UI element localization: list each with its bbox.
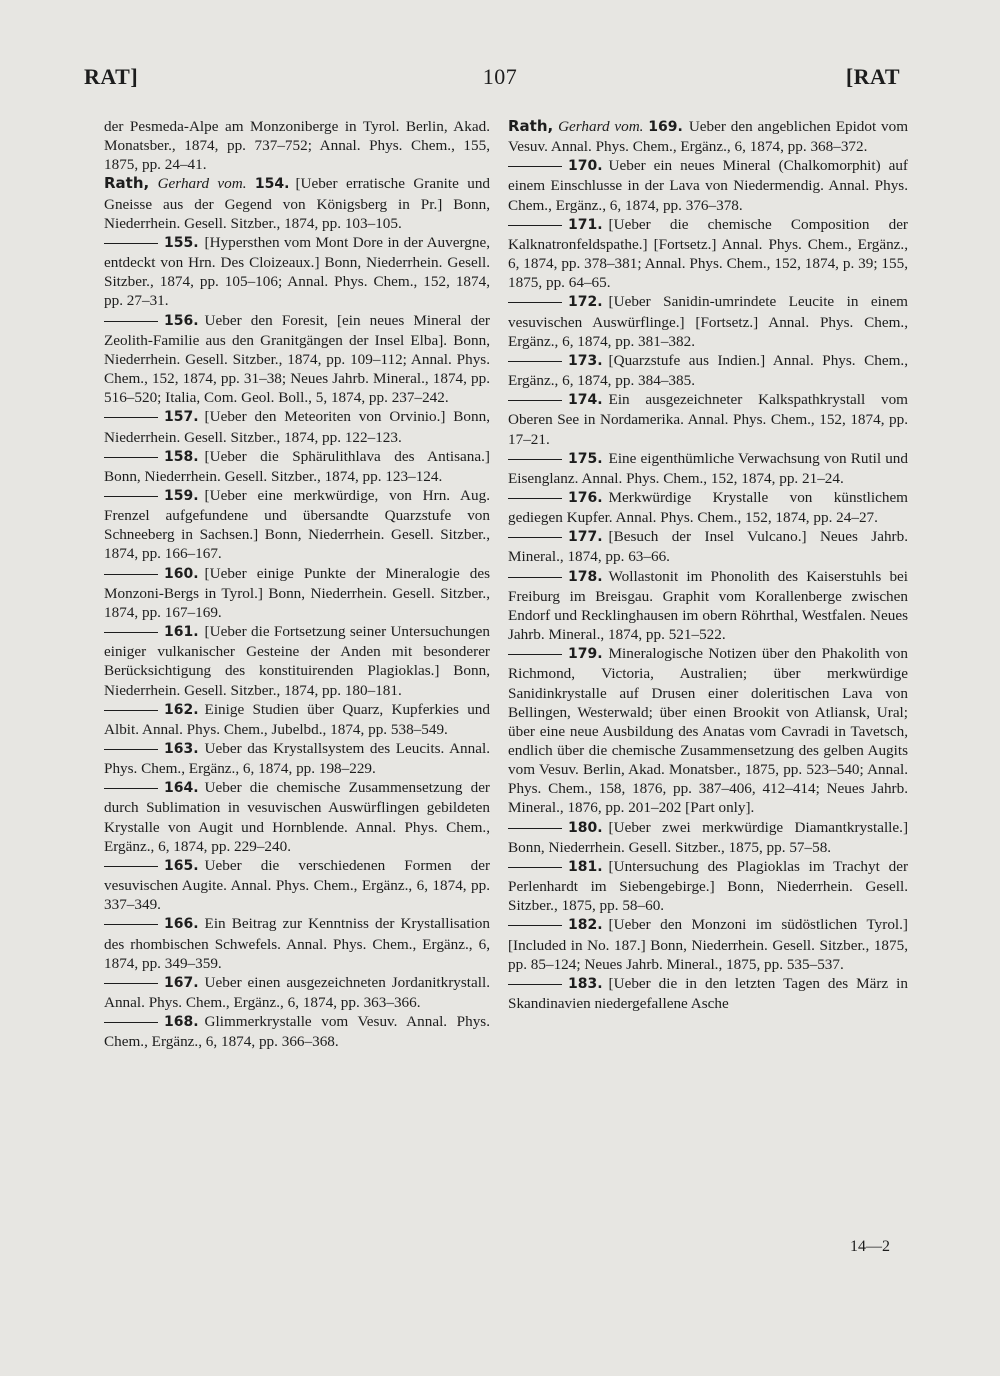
page-number: 107	[482, 64, 518, 89]
bibliography-entry	[508, 292, 908, 350]
entry-text: Ueber die chemische Zusammensetzung der durch Sublimation in vesuvischen Auswürflingen gebildeten Krystalle von Augit und Hornblende. Annal. Phys. Chem., Ergänz., 6, 1874, pp. 229–240.	[104, 779, 490, 855]
bibliography-entry	[104, 311, 490, 408]
entry-text: Ueber das Krystallsystem des Leucits. Annal. Phys. Chem., Ergänz., 6, 1874, pp. 198–229.	[104, 740, 490, 778]
entry-number: 174.	[568, 392, 603, 409]
ditto-dash	[104, 983, 158, 984]
bibliography-entry	[508, 567, 908, 645]
entry-number: 161.	[164, 624, 199, 641]
ditto-dash	[508, 925, 562, 926]
entry-number: 162.	[164, 701, 199, 718]
bibliography-entry	[508, 857, 908, 915]
entry-number: 169.	[648, 119, 683, 135]
ditto-dash	[104, 866, 158, 867]
ditto-dash	[104, 788, 158, 789]
ditto-dash	[104, 749, 158, 750]
entry-text: [Ueber einige Punkte der Mineralogie des Monzoni-Bergs in Tyrol.] Bonn, Niederrhein. Gesell. Sitzber., 1874, pp. 167–169.	[104, 564, 490, 621]
entry-text: Einige Studien über Quarz, Kupferkies und Albit. Annal. Phys. Chem., Jubelbd., 1874, pp. 538–549.	[104, 700, 490, 738]
entry-text: Eine eigenthümliche Verwachsung von Rutil und Eisenglanz. Annal. Phys. Chem., 152, 1874, pp. 21–24.	[508, 449, 908, 487]
entry-number: 182.	[568, 917, 603, 934]
bibliography-entry	[104, 914, 490, 972]
entry-text: [Ueber Sanidin-umrindete Leucite in einem vesuvischen Auswürflinge.] [Fortsetz.] Annal. Phys. Chem., Ergänz., 6, 1874, pp. 381–382.	[508, 293, 908, 350]
continuation-text: der Pesmeda-Alpe am Monzoniberge in Tyrol. Berlin, Akad. Monatsber., 1874, pp. 737–752; Annal. Phys. Chem., 155, 1875, pp. 24–41.	[104, 118, 490, 174]
bibliography-entry	[104, 700, 490, 739]
entry-text: Ueber ein neues Mineral (Chalkomorphit) auf einem Einschlusse in der Lava von Niedermendig. Annal. Phys. Chem., Ergänz., 6, 1874, pp. 376–378.	[508, 157, 908, 214]
entry-number: 178.	[568, 568, 603, 585]
entry-number: 163.	[164, 741, 199, 757]
entry-text: [Ueber erratische Granite und Gneisse aus der Gegend von Königsberg in Pr.] Bonn, Niederrhein. Gesell. Sitzber., 1874, pp. 103–105.	[104, 175, 491, 232]
bibliography-entry	[104, 447, 490, 486]
entry-number: 172.	[568, 294, 603, 311]
bibliography-entry	[508, 974, 908, 1013]
bibliography-entry	[508, 644, 908, 817]
entry-text: [Quarzstufe aus Indien.] Annal. Phys. Chem., Ergänz., 6, 1874, pp. 384–385.	[508, 351, 908, 390]
ditto-dash	[104, 632, 158, 633]
entry-text: Ueber die verschiedenen Formen der vesuvischen Augite. Annal. Phys. Chem., Ergänz., 6, 1874, pp. 337–349.	[104, 856, 490, 914]
entry-text: Ein ausgezeichneter Kalkspathkrystall vom Oberen See in Nordamerika. Annal. Phys. Chem., 152, 1874, pp. 17–21.	[508, 391, 908, 448]
bibliography-entry	[104, 973, 490, 1012]
bibliography-entry	[508, 818, 908, 857]
bibliography-entry	[104, 486, 490, 564]
bibliography-entry	[508, 215, 908, 293]
ditto-dash	[104, 321, 158, 322]
entry-text: Ueber den angeblichen Epidot vom Vesuv. Annal. Phys. Chem., Ergänz., 6, 1874, pp. 368–372.	[508, 118, 909, 156]
bibliography-entry	[508, 390, 908, 448]
right-column	[508, 117, 908, 1013]
bibliography-entry	[104, 407, 490, 446]
bibliography-entry	[104, 856, 490, 914]
running-head-right: [RAT	[845, 64, 900, 89]
entry-number: 176.	[568, 489, 603, 506]
entry-number: 164.	[164, 780, 199, 797]
ditto-dash	[104, 457, 158, 458]
bibliography-entry	[508, 449, 908, 488]
bibliography-entry	[104, 778, 490, 856]
ditto-dash	[104, 496, 158, 497]
bibliography-entry	[508, 156, 908, 214]
entry-text: [Ueber den Meteoriten von Orvinio.] Bonn, Niederrhein. Gesell. Sitzber., 1874, pp. 122–123.	[104, 408, 490, 446]
ditto-dash	[508, 166, 562, 167]
entry-number: 170.	[568, 158, 603, 175]
running-head-left: RAT]	[84, 64, 139, 89]
entry-number: 168.	[164, 1014, 199, 1031]
ditto-dash	[508, 498, 562, 499]
entry-number: 156.	[164, 312, 199, 329]
entry-number: 175.	[568, 450, 603, 467]
entry-text: [Ueber die Fortsetzung seiner Untersuchungen einiger vulkanischer Gesteine der Anden mit besonderer Berücksichtigung des konstituirenden Plagioklas.] Bonn, Niederrhein. Gesell. Sitzber., 1874, pp. 180–181.	[104, 623, 490, 699]
entry-text: Glimmerkrystalle vom Vesuv. Annal. Phys. Chem., Ergänz., 6, 1874, pp. 366–368.	[104, 1013, 490, 1051]
bibliography-entry	[104, 564, 490, 622]
ditto-dash	[104, 710, 158, 711]
author-entry-154	[104, 174, 490, 232]
author-entry-169	[508, 117, 908, 156]
ditto-dash	[508, 984, 562, 985]
bibliography-entry	[104, 233, 490, 311]
ditto-dash	[104, 243, 158, 244]
bibliography-entry	[104, 739, 490, 778]
entry-text: [Ueber zwei merkwürdige Diamantkrystalle.] Bonn, Niederrhein. Gesell. Sitzber., 1875, pp. 57–58.	[508, 818, 908, 856]
entry-number: 155.	[164, 234, 199, 251]
entry-number: 179.	[568, 646, 603, 663]
entry-text: Wollastonit im Phonolith des Kaiserstuhls bei Freiburg im Breisgau. Graphit vom Korallenberge zwischen Endorf und Recklinghausen im obern Röhrthal, Westfalen. Neues Jahrb. Mineral., 1874, pp. 521–522.	[508, 567, 908, 644]
ditto-dash	[508, 361, 562, 362]
entry-number: 180.	[568, 819, 603, 836]
entry-number: 160.	[164, 565, 199, 582]
left-column	[104, 117, 490, 1052]
author-given-name: Gerhard vom.	[157, 175, 247, 193]
author-name: Rath,	[104, 174, 150, 193]
bibliography-entry	[508, 527, 908, 566]
entry-text: [Untersuchung des Plagioklas im Trachyt der Perlenhardt im Siebengebirge.] Bonn, Niederrhein. Gesell. Sitzber., 1875, pp. 58–60.	[508, 857, 908, 915]
entry-text: [Ueber die Sphärulithlava des Antisana.] Bonn, Niederrhein. Gesell. Sitzber., 1874, pp. 123–124.	[104, 447, 490, 485]
ditto-dash	[508, 828, 562, 829]
entry-number: 171.	[568, 216, 603, 233]
bibliography-entry	[104, 622, 490, 700]
entry-text: [Ueber die chemische Composition der Kalknatronfeldspathe.] [Fortsetz.] Annal. Phys. Chem., Ergänz., 6, 1874, pp. 378–381; Annal. Phys. Chem., 152, 1874, p. 39; 155, 1875, pp. 64–65.	[508, 215, 908, 292]
entry-number: 165.	[164, 857, 199, 874]
author-name: Rath,	[508, 117, 554, 135]
bibliography-entry	[508, 488, 908, 527]
entry-text: [Besuch der Insel Vulcano.] Neues Jahrb. Mineral., 1874, pp. 63–66.	[508, 528, 908, 566]
ditto-dash	[104, 417, 158, 418]
bibliography-entry	[508, 351, 908, 390]
bibliography-entry	[104, 1012, 490, 1051]
entry-text: Ueber einen ausgezeichneten Jordanitkrystall. Annal. Phys. Chem., Ergänz., 6, 1874, pp. 363–366.	[104, 973, 490, 1012]
entry-number: 167.	[164, 974, 199, 991]
ditto-dash	[508, 577, 562, 578]
entry-text: Mineralogische Notizen über den Phakolith von Richmond, Victoria, Australien; über merkwürdige Sanidinkrystalle auf Drusen einer doleritischen Lava von Bellingen, Westerwald; über einen Brookit von Atliansk, Ural; über eine neue Ausbildung des Anatas vom Cavradi in Tavetsch, endlich über die chemische Zusammensetzung des gelben Augits vom Vesuv. Berlin, Akad. Monatsber., 1875, pp. 523–540; Annal. Phys. Chem., 158, 1876, pp. 387–406, 412–414; Neues Jahrb. Mineral., 1876, pp. 201–202 [Part only].	[508, 645, 908, 817]
entry-number: 183.	[568, 975, 603, 992]
ditto-dash	[508, 400, 562, 401]
entry-number: 159.	[164, 487, 199, 504]
ditto-dash	[104, 924, 158, 925]
entry-number: 154.	[254, 176, 290, 193]
entry-number: 181.	[568, 858, 603, 875]
ditto-dash	[104, 1022, 158, 1023]
entry-number: 173.	[568, 352, 603, 369]
entry-text: Ein Beitrag zur Kenntniss der Krystallisation des rhombischen Schwefels. Annal. Phys. Chem., Ergänz., 6, 1874, pp. 349–359.	[104, 915, 490, 972]
entry-number: 157.	[164, 409, 199, 426]
ditto-dash	[508, 654, 562, 655]
entry-text: Ueber den Foresit, [ein neues Mineral der Zeolith-Familie aus den Granitgängen der Insel Elba]. Bonn, Niederrhein. Gesell. Sitzber., 1874, pp. 109–112; Annal. Phys. Chem., 152, 1874, pp. 31–38; Neues Jahrb. Mineral., 1874, pp. 516–520; Italia, Com. Geol. Boll., 5, 1874, pp. 237–242.	[104, 311, 490, 407]
ditto-dash	[508, 459, 562, 460]
entry-text: [Ueber den Monzoni im südöstlichen Tyrol.] [Included in No. 187.] Bonn, Niederrhein. Gesell. Sitzber., 1875, pp. 85–124; Neues Jahrb. Mineral., 1875, pp. 535–537.	[508, 916, 908, 973]
entry-number: 177.	[568, 529, 603, 546]
bibliography-entry	[508, 915, 908, 973]
author-given-name: Gerhard vom.	[558, 118, 644, 135]
entry-text: [Ueber eine merkwürdige, von Hrn. Aug. Frenzel aufgefundene und übersandte Quarzstufe von Schneeberg in Sachsen.] Bonn, Niederrhein. Gesell. Sitzber., 1874, pp. 166–167.	[104, 486, 490, 563]
ditto-dash	[508, 302, 562, 303]
ditto-dash	[508, 537, 562, 538]
entry-text: Merkwürdige Krystalle von künstlichem gediegen Kupfer. Annal. Phys. Chem., 152, 1874, pp. 24–27.	[508, 488, 908, 527]
entry-number: 158.	[164, 448, 199, 465]
entry-text: [Hypersthen vom Mont Dore in der Auvergne, entdeckt von Hrn. Des Cloizeaux.] Bonn, Niederrhein. Gesell. Sitzber., 1874, pp. 105–106; Annal. Phys. Chem., 152, 1874, pp. 27–31.	[104, 233, 490, 310]
ditto-dash	[104, 574, 158, 575]
ditto-dash	[508, 867, 562, 868]
entry-number: 166.	[164, 916, 199, 933]
ditto-dash	[508, 225, 562, 226]
signature-mark: 14—2	[850, 1238, 890, 1255]
entry-text: [Ueber die in den letzten Tagen des März in Skandinavien niedergefallene Asche	[508, 974, 908, 1013]
